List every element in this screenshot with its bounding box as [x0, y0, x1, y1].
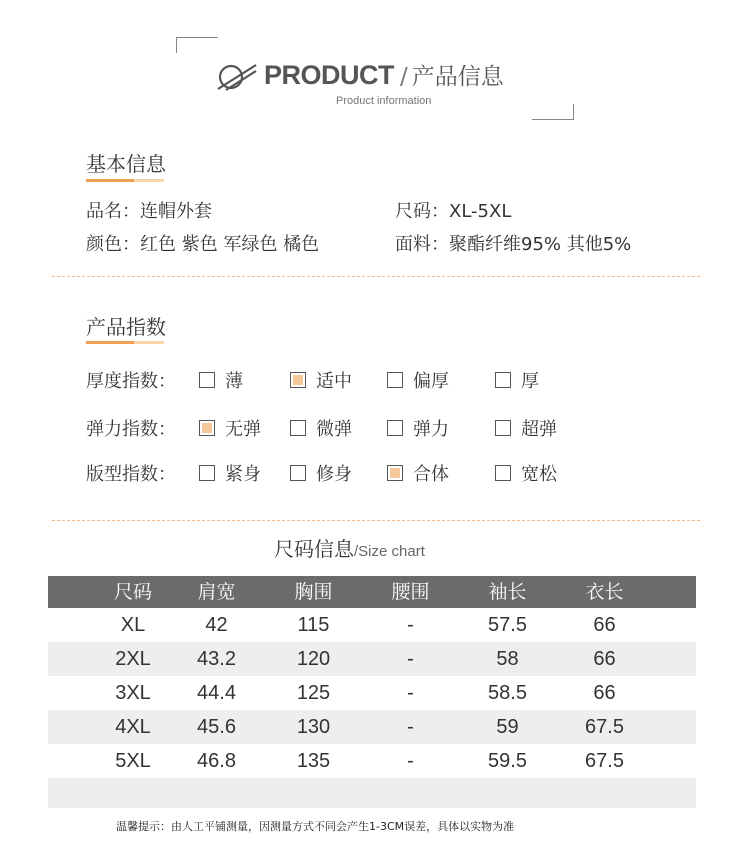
- table-cell: 59.5: [488, 750, 527, 772]
- divider: [52, 276, 700, 277]
- page-subtitle: Product information: [336, 95, 432, 107]
- table-cell: 46.8: [197, 750, 236, 772]
- section-title-basic: 基本信息: [86, 152, 166, 176]
- product-color: 颜色：红色 紫色 军绿色 橘色: [86, 234, 320, 255]
- table-cell: 67.5: [585, 750, 624, 772]
- thickness-option: 薄: [199, 367, 243, 393]
- table-cell: -: [407, 750, 414, 772]
- fit-option: 修身: [290, 460, 352, 486]
- checkbox-checked-icon: [199, 420, 215, 436]
- title-en: PRODUCT: [264, 60, 394, 90]
- checkbox-checked-icon: [290, 372, 306, 388]
- product-fabric: 面料：聚酯纤维95% 其他5%: [395, 234, 632, 255]
- table-row: [48, 710, 696, 744]
- fit-option-selected: 合体: [387, 460, 449, 486]
- table-cell: 45.6: [197, 716, 236, 738]
- elasticity-label: 弹力指数：: [86, 419, 176, 440]
- title-zh: 产品信息: [411, 64, 504, 90]
- checkbox-icon: [199, 465, 215, 481]
- table-cell: 66: [593, 682, 616, 704]
- table-cell: 58.5: [488, 682, 527, 704]
- table-cell: 120: [296, 648, 331, 670]
- section-underline: [86, 179, 164, 182]
- table-cell: 2XL: [115, 648, 151, 670]
- checkbox-icon: [387, 372, 403, 388]
- table-footer: [48, 778, 696, 808]
- elasticity-option-selected: 无弹: [199, 415, 261, 441]
- elasticity-option: 微弹: [290, 415, 352, 441]
- header-cell: 尺码: [113, 581, 152, 603]
- fit-option: 紧身: [199, 460, 261, 486]
- table-row: [48, 608, 696, 642]
- checkbox-icon: [495, 372, 511, 388]
- elasticity-option: 超弹: [495, 415, 557, 441]
- elasticity-option: 弹力: [387, 415, 449, 441]
- thickness-option: 偏厚: [387, 367, 449, 393]
- table-cell: 4XL: [115, 716, 151, 738]
- table-header: [48, 576, 696, 608]
- table-row: [48, 744, 696, 778]
- header-cell: 肩宽: [197, 581, 236, 603]
- table-cell: -: [407, 648, 414, 670]
- table-row: [48, 676, 696, 710]
- header-cell: 腰围: [391, 581, 430, 603]
- section-title-index: 产品指数: [86, 315, 166, 339]
- table-cell: 57.5: [488, 614, 527, 636]
- corner-bracket-top-left: [176, 37, 218, 53]
- thickness-label: 厚度指数：: [86, 371, 176, 392]
- title-sep: /: [400, 64, 408, 90]
- table-cell: 135: [296, 750, 331, 772]
- header-cell: 袖长: [488, 581, 527, 603]
- table-cell: -: [407, 716, 414, 738]
- table-row: [48, 642, 696, 676]
- checkbox-icon: [495, 420, 511, 436]
- table-cell: 67.5: [585, 716, 624, 738]
- size-chart-title: 尺码信息/Size chart: [274, 537, 425, 561]
- header-cell: 胸围: [294, 581, 333, 603]
- size-table: [48, 576, 696, 808]
- table-cell: 115: [297, 614, 330, 636]
- corner-bracket-bottom-right: [532, 104, 574, 120]
- logo-icon: [216, 63, 258, 91]
- checkbox-icon: [290, 465, 306, 481]
- table-cell: XL: [120, 614, 146, 636]
- header-cell: 衣长: [585, 581, 624, 603]
- table-cell: 66: [593, 614, 616, 636]
- table-cell: 42: [205, 614, 228, 636]
- table-cell: 130: [296, 716, 331, 738]
- table-cell: 59: [496, 716, 519, 738]
- table-cell: 43.2: [197, 648, 236, 670]
- fit-label: 版型指数：: [86, 464, 176, 485]
- table-cell: 58: [496, 648, 519, 670]
- checkbox-icon: [290, 420, 306, 436]
- checkbox-checked-icon: [387, 465, 403, 481]
- checkbox-icon: [387, 420, 403, 436]
- thickness-option: 厚: [495, 367, 539, 393]
- table-cell: 125: [296, 682, 331, 704]
- divider: [52, 520, 700, 521]
- table-cell: -: [407, 614, 414, 636]
- fit-option: 宽松: [495, 460, 557, 486]
- table-cell: 66: [593, 648, 616, 670]
- table-cell: 3XL: [115, 682, 151, 704]
- page-title: [264, 58, 504, 94]
- checkbox-icon: [495, 465, 511, 481]
- table-cell: -: [407, 682, 414, 704]
- table-cell: 5XL: [115, 750, 151, 772]
- measurement-note: 温馨提示：由人工平铺测量，因测量方式不同会产生1-3CM误差，具体以实物为准: [116, 820, 515, 833]
- thickness-option-selected: 适中: [290, 367, 352, 393]
- product-name: 品名：连帽外套: [86, 201, 212, 222]
- product-size: 尺码：XL-5XL: [395, 201, 512, 222]
- section-underline: [86, 341, 164, 344]
- table-cell: 44.4: [197, 682, 236, 704]
- checkbox-icon: [199, 372, 215, 388]
